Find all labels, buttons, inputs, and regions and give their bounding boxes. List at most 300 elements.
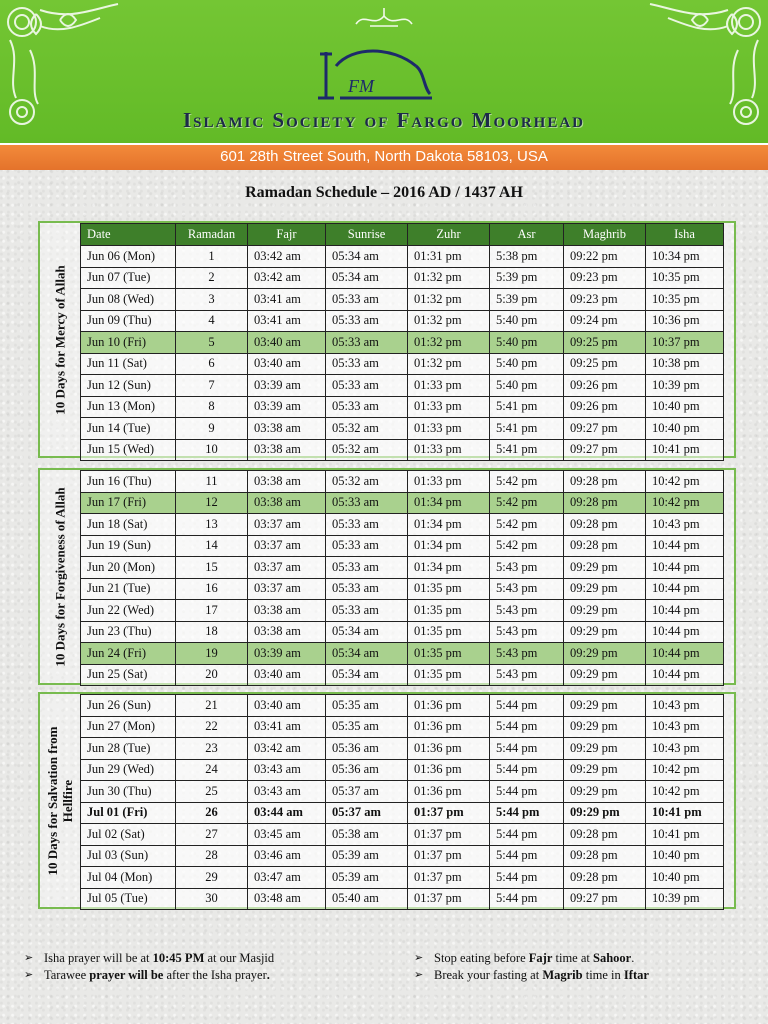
note-text: Stop eating before xyxy=(434,951,529,965)
table-cell: 5:44 pm xyxy=(490,759,564,781)
table-cell: 01:37 pm xyxy=(408,888,490,910)
table-row xyxy=(81,738,724,760)
table-cell: 5:44 pm xyxy=(490,867,564,889)
table-cell: 10:40 pm xyxy=(646,418,724,440)
table-cell: 05:33 am xyxy=(326,578,408,600)
table-cell: 01:37 pm xyxy=(408,802,490,824)
table-cell: 10:43 pm xyxy=(646,738,724,760)
schedule-title: Ramadan Schedule – 2016 AD / 1437 AH xyxy=(245,184,523,201)
table-row xyxy=(81,695,724,717)
table-cell: Jul 03 (Sun) xyxy=(81,845,176,867)
note-text: Tarawee xyxy=(44,968,87,982)
note-emphasis: 10:45 PM xyxy=(152,951,205,965)
table-cell: 5:40 pm xyxy=(490,332,564,354)
table-cell: 05:39 am xyxy=(326,845,408,867)
table-row xyxy=(81,621,724,643)
table-cell: 10:38 pm xyxy=(646,353,724,375)
table-cell: 05:33 am xyxy=(326,557,408,579)
table-cell: 5:43 pm xyxy=(490,643,564,665)
column-header: Date xyxy=(81,224,176,246)
table-cell: 05:37 am xyxy=(326,802,408,824)
column-header: Asr xyxy=(490,224,564,246)
table-cell: Jun 08 (Wed) xyxy=(81,289,176,311)
table-row xyxy=(81,759,724,781)
table-cell: 05:34 am xyxy=(326,664,408,686)
table-cell: 10:37 pm xyxy=(646,332,724,354)
table-cell: 09:29 pm xyxy=(564,716,646,738)
table-cell: 10:36 pm xyxy=(646,310,724,332)
table-cell: Jun 28 (Tue) xyxy=(81,738,176,760)
table-cell: 09:25 pm xyxy=(564,332,646,354)
table-cell: 10:42 pm xyxy=(646,471,724,493)
table-row xyxy=(81,439,724,461)
table-cell: 03:39 am xyxy=(248,375,326,397)
table-cell: 10:41 pm xyxy=(646,824,724,846)
table-cell: 10:42 pm xyxy=(646,759,724,781)
table-cell: 29 xyxy=(176,867,248,889)
table-cell: 5:43 pm xyxy=(490,557,564,579)
table-row xyxy=(81,867,724,889)
table-cell: Jun 25 (Sat) xyxy=(81,664,176,686)
table-cell: 5:40 pm xyxy=(490,310,564,332)
table-cell: 03:37 am xyxy=(248,578,326,600)
table-cell: 05:39 am xyxy=(326,867,408,889)
table-cell: 01:32 pm xyxy=(408,353,490,375)
table-cell: 09:22 pm xyxy=(564,246,646,268)
note-text: . xyxy=(631,951,635,965)
table-cell: 5:43 pm xyxy=(490,600,564,622)
note-text: Isha prayer will be at xyxy=(44,951,153,965)
table-row xyxy=(81,471,724,493)
table-cell: 09:27 pm xyxy=(564,888,646,910)
table-cell: 09:29 pm xyxy=(564,695,646,717)
block-label xyxy=(45,726,75,875)
table-row xyxy=(81,600,724,622)
table-cell: 03:37 am xyxy=(248,514,326,536)
block-label-line: 10 Days for Salvation from xyxy=(45,725,60,876)
table-cell: 01:35 pm xyxy=(408,643,490,665)
table-cell: 5:42 pm xyxy=(490,471,564,493)
table-cell: 21 xyxy=(176,695,248,717)
table-cell: 03:48 am xyxy=(248,888,326,910)
table-cell: 10:40 pm xyxy=(646,867,724,889)
table-cell: Jun 23 (Thu) xyxy=(81,621,176,643)
table-header-row xyxy=(81,224,724,246)
table-row xyxy=(81,845,724,867)
table-cell: Jul 02 (Sat) xyxy=(81,824,176,846)
table-cell: 05:33 am xyxy=(326,514,408,536)
table-row xyxy=(81,246,724,268)
table-cell: 05:34 am xyxy=(326,246,408,268)
table-cell: 09:27 pm xyxy=(564,439,646,461)
table-cell: 10:41 pm xyxy=(646,802,724,824)
table-cell: 10:44 pm xyxy=(646,535,724,557)
table-cell: Jun 26 (Sun) xyxy=(81,695,176,717)
table-cell: 03:38 am xyxy=(248,492,326,514)
schedule-table xyxy=(80,223,724,461)
note-emphasis: Magrib xyxy=(542,968,583,982)
table-cell: 01:32 pm xyxy=(408,310,490,332)
table-cell: 11 xyxy=(176,471,248,493)
table-cell: 05:36 am xyxy=(326,759,408,781)
isfm-logo xyxy=(312,44,440,102)
table-cell: 5:44 pm xyxy=(490,716,564,738)
table-cell: 03:41 am xyxy=(248,289,326,311)
table-cell: 03:38 am xyxy=(248,418,326,440)
note-text: after the Isha prayer xyxy=(166,968,267,982)
table-cell: 17 xyxy=(176,600,248,622)
notes-left xyxy=(24,950,274,984)
table-cell: 10:34 pm xyxy=(646,246,724,268)
table-cell: 5:39 pm xyxy=(490,267,564,289)
table-cell: 14 xyxy=(176,535,248,557)
table-cell: 5 xyxy=(176,332,248,354)
table-cell: 01:34 pm xyxy=(408,535,490,557)
table-cell: 01:36 pm xyxy=(408,781,490,803)
table-cell: 05:40 am xyxy=(326,888,408,910)
table-cell: 10:44 pm xyxy=(646,600,724,622)
table-cell: 10:44 pm xyxy=(646,621,724,643)
table-cell: 09:27 pm xyxy=(564,418,646,440)
table-cell: 10 xyxy=(176,439,248,461)
table-cell: 03:40 am xyxy=(248,695,326,717)
table-cell: 19 xyxy=(176,643,248,665)
notes-right xyxy=(414,950,649,984)
table-cell: 3 xyxy=(176,289,248,311)
table-cell: 05:34 am xyxy=(326,621,408,643)
table-cell: 10:35 pm xyxy=(646,289,724,311)
table-cell: Jun 06 (Mon) xyxy=(81,246,176,268)
table-cell: 13 xyxy=(176,514,248,536)
table-cell: 09:29 pm xyxy=(564,802,646,824)
table-cell: 03:41 am xyxy=(248,310,326,332)
table-cell: 05:33 am xyxy=(326,332,408,354)
table-cell: 05:33 am xyxy=(326,310,408,332)
table-cell: 5:41 pm xyxy=(490,418,564,440)
table-cell: 03:40 am xyxy=(248,664,326,686)
schedule-table xyxy=(80,470,724,686)
table-cell: 01:36 pm xyxy=(408,738,490,760)
table-cell: 01:35 pm xyxy=(408,600,490,622)
table-cell: 03:37 am xyxy=(248,535,326,557)
table-cell: 09:28 pm xyxy=(564,867,646,889)
table-cell: 03:42 am xyxy=(248,267,326,289)
table-cell: Jun 30 (Thu) xyxy=(81,781,176,803)
table-row xyxy=(81,535,724,557)
table-cell: 10:42 pm xyxy=(646,781,724,803)
table-cell: 25 xyxy=(176,781,248,803)
table-cell: 5:44 pm xyxy=(490,738,564,760)
svg-text:FM: FM xyxy=(348,76,374,96)
table-cell: 10:44 pm xyxy=(646,557,724,579)
table-cell: 03:42 am xyxy=(248,738,326,760)
table-cell: 09:29 pm xyxy=(564,621,646,643)
table-row xyxy=(81,643,724,665)
table-cell: 03:40 am xyxy=(248,332,326,354)
table-cell: 10:43 pm xyxy=(646,514,724,536)
table-cell: 03:38 am xyxy=(248,621,326,643)
table-cell: 01:34 pm xyxy=(408,492,490,514)
table-cell: 05:37 am xyxy=(326,781,408,803)
table-row xyxy=(81,578,724,600)
table-cell: 23 xyxy=(176,738,248,760)
table-cell: 09:28 pm xyxy=(564,492,646,514)
table-cell: 09:26 pm xyxy=(564,396,646,418)
table-cell: 05:33 am xyxy=(326,353,408,375)
block-label xyxy=(53,265,68,414)
table-cell: 9 xyxy=(176,418,248,440)
table-cell: 12 xyxy=(176,492,248,514)
table-row xyxy=(81,664,724,686)
table-cell: Jun 29 (Wed) xyxy=(81,759,176,781)
table-cell: 5:44 pm xyxy=(490,781,564,803)
column-header: Ramadan xyxy=(176,224,248,246)
table-cell: 5:44 pm xyxy=(490,695,564,717)
table-cell: 01:35 pm xyxy=(408,578,490,600)
table-cell: 10:44 pm xyxy=(646,578,724,600)
table-cell: 05:34 am xyxy=(326,267,408,289)
table-cell: 05:33 am xyxy=(326,600,408,622)
note-emphasis: prayer will be xyxy=(86,968,167,982)
table-cell: 10:40 pm xyxy=(646,845,724,867)
block-label-line: 10 Days for Forgiveness of Allah xyxy=(52,486,68,667)
table-cell: 09:28 pm xyxy=(564,535,646,557)
table-cell: 5:42 pm xyxy=(490,514,564,536)
table-cell: 09:24 pm xyxy=(564,310,646,332)
note-text: time in xyxy=(582,968,624,982)
column-header: Zuhr xyxy=(408,224,490,246)
note-text: time at xyxy=(552,951,593,965)
note-emphasis: . xyxy=(266,968,270,982)
schedule-table xyxy=(80,694,724,910)
table-cell: 09:25 pm xyxy=(564,353,646,375)
block-side-label xyxy=(40,694,80,907)
table-cell: 5:43 pm xyxy=(490,621,564,643)
table-cell: 20 xyxy=(176,664,248,686)
table-cell: 10:35 pm xyxy=(646,267,724,289)
table-cell: 10:39 pm xyxy=(646,888,724,910)
note-item xyxy=(414,950,649,967)
table-cell: 5:40 pm xyxy=(490,353,564,375)
table-cell: 1 xyxy=(176,246,248,268)
table-cell: 5:44 pm xyxy=(490,888,564,910)
table-cell: 01:31 pm xyxy=(408,246,490,268)
table-row xyxy=(81,375,724,397)
table-cell: 01:32 pm xyxy=(408,267,490,289)
table-row xyxy=(81,492,724,514)
table-row xyxy=(81,716,724,738)
table-cell: 03:43 am xyxy=(248,759,326,781)
table-cell: 26 xyxy=(176,802,248,824)
table-cell: 03:45 am xyxy=(248,824,326,846)
table-row xyxy=(81,802,724,824)
table-cell: 09:28 pm xyxy=(564,824,646,846)
table-row xyxy=(81,418,724,440)
table-cell: 03:43 am xyxy=(248,781,326,803)
table-cell: 5:44 pm xyxy=(490,802,564,824)
table-cell: 16 xyxy=(176,578,248,600)
schedule-block xyxy=(38,221,736,458)
table-cell: 03:47 am xyxy=(248,867,326,889)
table-cell: Jun 20 (Mon) xyxy=(81,557,176,579)
table-cell: 09:29 pm xyxy=(564,781,646,803)
table-cell: Jun 12 (Sun) xyxy=(81,375,176,397)
table-cell: Jul 05 (Tue) xyxy=(81,888,176,910)
table-cell: 5:40 pm xyxy=(490,375,564,397)
table-cell: 09:28 pm xyxy=(564,845,646,867)
table-cell: Jul 01 (Fri) xyxy=(81,802,176,824)
table-cell: 01:32 pm xyxy=(408,332,490,354)
table-cell: 05:33 am xyxy=(326,535,408,557)
table-cell: 5:43 pm xyxy=(490,578,564,600)
note-item xyxy=(24,967,274,984)
table-cell: 30 xyxy=(176,888,248,910)
table-cell: 01:33 pm xyxy=(408,418,490,440)
table-cell: 4 xyxy=(176,310,248,332)
table-cell: 09:29 pm xyxy=(564,578,646,600)
address-bar xyxy=(0,143,768,170)
table-row xyxy=(81,310,724,332)
note-emphasis: Sahoor xyxy=(593,951,632,965)
note-emphasis: Iftar xyxy=(623,968,649,982)
note-text: at our Masjid xyxy=(204,951,275,965)
table-cell: 7 xyxy=(176,375,248,397)
table-cell: 5:42 pm xyxy=(490,492,564,514)
table-cell: 10:44 pm xyxy=(646,664,724,686)
table-row xyxy=(81,514,724,536)
table-row xyxy=(81,557,724,579)
organization-name: Islamic Society of Fargo Moorhead xyxy=(182,108,586,132)
table-row xyxy=(81,289,724,311)
table-cell: 01:34 pm xyxy=(408,557,490,579)
table-cell: 01:36 pm xyxy=(408,716,490,738)
table-cell: 03:39 am xyxy=(248,643,326,665)
note-text: Break your fasting at xyxy=(434,968,543,982)
table-cell: 09:29 pm xyxy=(564,664,646,686)
table-cell: 10:39 pm xyxy=(646,375,724,397)
table-cell: 05:32 am xyxy=(326,439,408,461)
table-cell: 5:41 pm xyxy=(490,396,564,418)
table-cell: Jun 27 (Mon) xyxy=(81,716,176,738)
table-cell: 09:28 pm xyxy=(564,471,646,493)
table-cell: 2 xyxy=(176,267,248,289)
table-cell: 01:33 pm xyxy=(408,396,490,418)
block-side-label xyxy=(40,470,80,683)
note-emphasis: Fajr xyxy=(528,951,553,965)
table-cell: 5:44 pm xyxy=(490,845,564,867)
table-row xyxy=(81,353,724,375)
table-cell: 01:33 pm xyxy=(408,439,490,461)
table-cell: Jun 21 (Tue) xyxy=(81,578,176,600)
table-cell: 5:41 pm xyxy=(490,439,564,461)
table-cell: 09:26 pm xyxy=(564,375,646,397)
table-cell: 28 xyxy=(176,845,248,867)
table-cell: 09:29 pm xyxy=(564,738,646,760)
header-banner xyxy=(0,0,768,170)
table-cell: 24 xyxy=(176,759,248,781)
table-cell: Jun 24 (Fri) xyxy=(81,643,176,665)
table-cell: 8 xyxy=(176,396,248,418)
column-header: Fajr xyxy=(248,224,326,246)
table-row xyxy=(81,781,724,803)
table-cell: 09:29 pm xyxy=(564,600,646,622)
table-cell: 03:38 am xyxy=(248,471,326,493)
table-cell: 03:38 am xyxy=(248,600,326,622)
schedule-block xyxy=(38,692,736,909)
table-cell: 01:37 pm xyxy=(408,867,490,889)
table-cell: 01:33 pm xyxy=(408,375,490,397)
table-cell: 09:23 pm xyxy=(564,289,646,311)
table-cell: 09:29 pm xyxy=(564,557,646,579)
table-cell: 01:35 pm xyxy=(408,621,490,643)
table-cell: 27 xyxy=(176,824,248,846)
table-cell: 05:33 am xyxy=(326,289,408,311)
table-cell: Jun 07 (Tue) xyxy=(81,267,176,289)
block-label xyxy=(53,487,68,666)
block-side-label xyxy=(40,223,80,456)
table-cell: Jun 10 (Fri) xyxy=(81,332,176,354)
table-cell: 18 xyxy=(176,621,248,643)
column-header: Sunrise xyxy=(326,224,408,246)
table-cell: Jun 15 (Wed) xyxy=(81,439,176,461)
table-cell: 09:23 pm xyxy=(564,267,646,289)
table-cell: 01:36 pm xyxy=(408,695,490,717)
table-cell: 05:32 am xyxy=(326,471,408,493)
table-cell: 03:37 am xyxy=(248,557,326,579)
table-cell: 05:36 am xyxy=(326,738,408,760)
table-cell: 03:42 am xyxy=(248,246,326,268)
table-cell: 22 xyxy=(176,716,248,738)
calligraphy-icon xyxy=(350,4,418,32)
table-row xyxy=(81,396,724,418)
table-cell: 10:42 pm xyxy=(646,492,724,514)
table-cell: 5:38 pm xyxy=(490,246,564,268)
table-cell: 05:33 am xyxy=(326,492,408,514)
table-cell: 01:37 pm xyxy=(408,845,490,867)
column-header: Isha xyxy=(646,224,724,246)
table-cell: 01:37 pm xyxy=(408,824,490,846)
table-cell: 03:41 am xyxy=(248,716,326,738)
table-cell: 05:34 am xyxy=(326,643,408,665)
table-cell: 03:46 am xyxy=(248,845,326,867)
table-cell: Jun 22 (Wed) xyxy=(81,600,176,622)
table-cell: 10:40 pm xyxy=(646,396,724,418)
table-cell: 15 xyxy=(176,557,248,579)
table-cell: 10:43 pm xyxy=(646,695,724,717)
table-cell: 01:32 pm xyxy=(408,289,490,311)
column-header: Maghrib xyxy=(564,224,646,246)
table-cell: 09:29 pm xyxy=(564,643,646,665)
table-cell: 01:34 pm xyxy=(408,514,490,536)
table-cell: 05:38 am xyxy=(326,824,408,846)
table-cell: Jun 11 (Sat) xyxy=(81,353,176,375)
table-row xyxy=(81,824,724,846)
table-cell: 03:40 am xyxy=(248,353,326,375)
table-row xyxy=(81,888,724,910)
table-cell: 03:39 am xyxy=(248,396,326,418)
table-row xyxy=(81,332,724,354)
table-cell: 5:42 pm xyxy=(490,535,564,557)
block-label-line: 10 Days for Mercy of Allah xyxy=(52,264,68,415)
block-label-line: Hellfire xyxy=(60,779,75,822)
table-cell: 03:38 am xyxy=(248,439,326,461)
table-cell: Jun 19 (Sun) xyxy=(81,535,176,557)
table-row xyxy=(81,267,724,289)
table-cell: Jun 13 (Mon) xyxy=(81,396,176,418)
table-cell: 09:28 pm xyxy=(564,514,646,536)
note-item xyxy=(414,967,649,984)
table-cell: 05:33 am xyxy=(326,396,408,418)
